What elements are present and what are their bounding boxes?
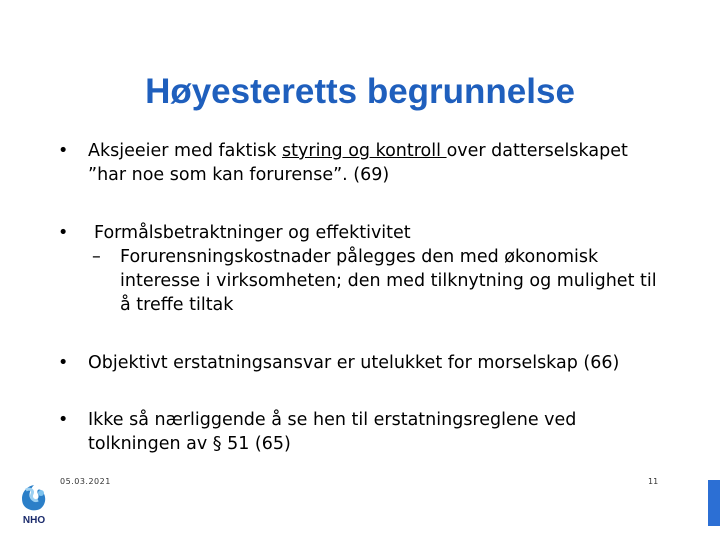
logo-text: NHO	[22, 515, 46, 526]
bullet-2-sub-line2: interesse i virksomheten; den med tilknytning og mulighet til	[120, 271, 657, 291]
accent-bar	[708, 480, 720, 526]
bullet-1-line1	[88, 139, 678, 163]
bullet-2-sub-line1: Forurensningskostnader pålegges den med økonomisk	[120, 247, 599, 267]
bullet-1-line2: ”har noe som kan forurense”. (69)	[88, 165, 390, 185]
bullet-dot: •	[58, 410, 69, 430]
bullet-1-text-end: over datterselskapet	[446, 141, 628, 161]
bullet-1-text: Aksjeeier med faktisk	[88, 141, 283, 161]
bullet-2-sub	[92, 245, 678, 317]
footer-date: 05.03.2021	[60, 477, 111, 486]
bullet-1	[58, 139, 678, 187]
slide-title: Høyesteretts begrunnelse	[145, 72, 575, 111]
bullet-2-sub-line3: å treffe tiltak	[120, 295, 234, 315]
bullet-2-text: Formålsbetraktninger og effektivitet	[94, 223, 411, 243]
bullet-3-text: Objektivt erstatningsansvar er utelukket for morselskap (66)	[88, 353, 620, 373]
bullet-dot: •	[58, 141, 69, 161]
bullet-4	[58, 408, 678, 456]
bullet-4-line2: tolkningen av § 51 (65)	[88, 434, 291, 454]
bullet-list	[58, 139, 678, 456]
nho-logo	[14, 482, 54, 526]
bullet-3	[58, 351, 678, 375]
bullet-dot: •	[58, 223, 69, 243]
bullet-4-line1: Ikke så nærliggende å se hen til erstatningsreglene ved	[88, 410, 577, 430]
footer-page-number: 11	[648, 477, 659, 486]
bullet-dot: •	[58, 353, 69, 373]
bullet-1-underlined: styring og kontroll	[282, 141, 447, 161]
bullet-2	[58, 221, 678, 317]
sub-dash: –	[92, 247, 101, 267]
